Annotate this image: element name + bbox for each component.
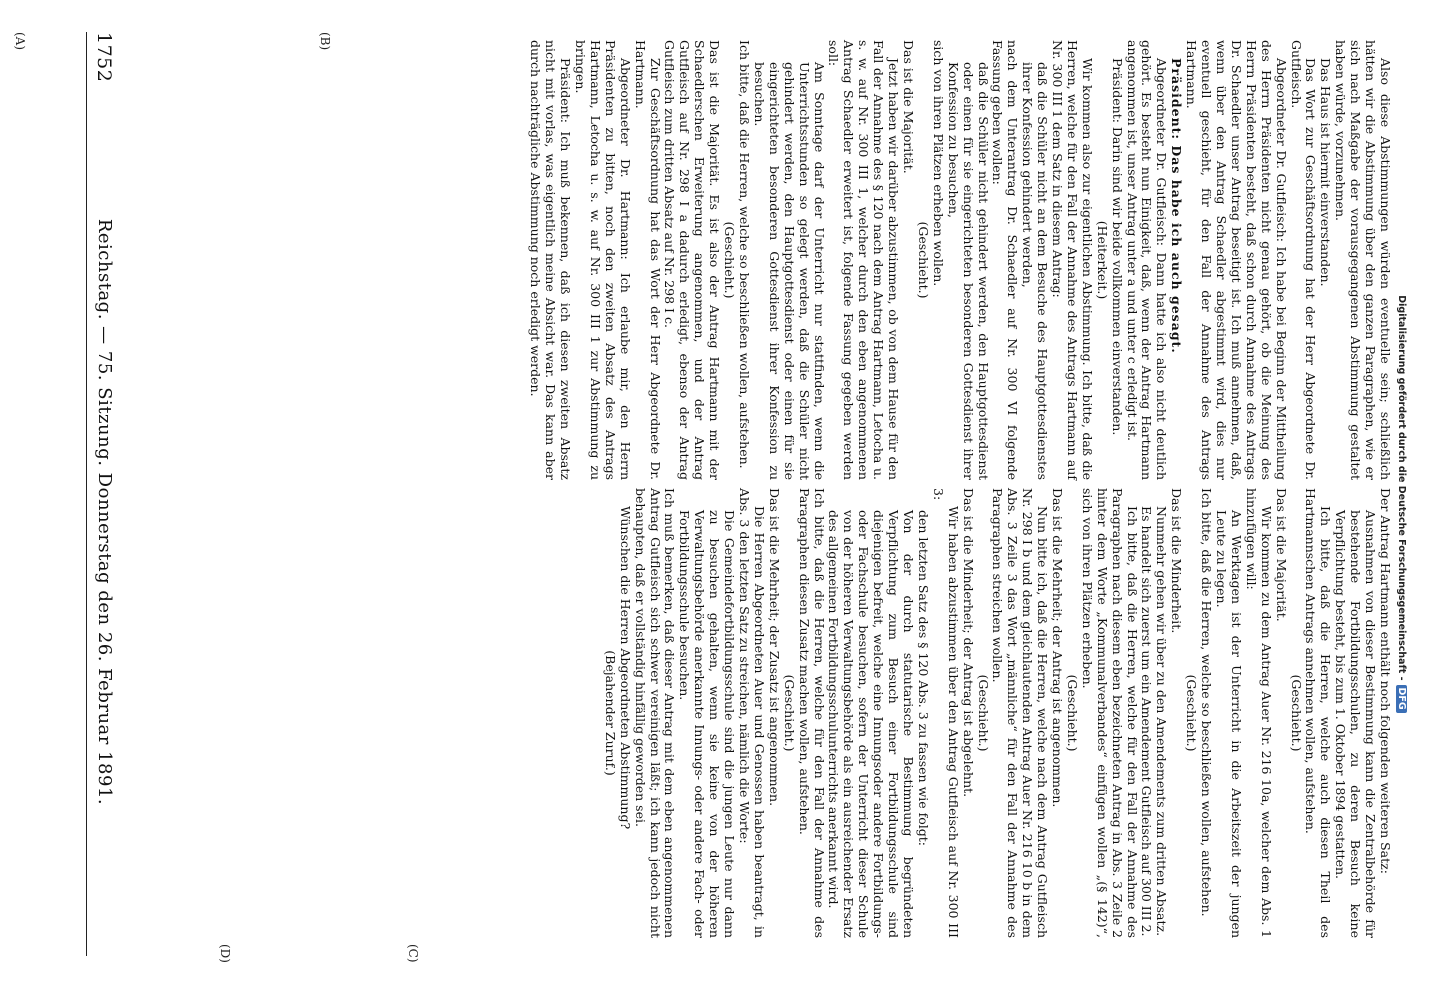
paragraph: Das Wort zur Geschäftsordnung hat der Herr Abgeordnete Dr. Gutfleisch. (1288, 40, 1319, 480)
paragraph: Das ist die Minderheit; der Antrag ist abgelehnt. (960, 488, 976, 798)
stage-direction: (Geschieht.) (722, 221, 738, 299)
paragraph: Der Antrag Hartmann enthält noch folgenden weiteren Satz: (1378, 488, 1393, 874)
paragraph: Die Herren Abgeordneten Auer und Genossen haben beantragt, in Abs. 3 den letzten Satz zu streichen, nämlich die Worte: (737, 488, 767, 938)
paragraph: Ich bitte, daß die Herren, welche auch diesen Theil des Hartmannschen Antrags annehmen wollen, aufstehen. (1303, 488, 1334, 938)
paragraph: Nun bitte ich, daß die Herren, welche nach dem Antrag Gutfleisch Nr. 298 I b und dem gleichlautenden Antrag Auer Nr. 216 10 b in dem Abs. 3 Zeile 3 das Wort „männliche“ für den Fall der Annahme des Paragraphen streichen wollen. (990, 488, 1051, 938)
stage-direction: (Bejahender Zuruf.) (602, 650, 618, 776)
stage-direction: (Geschieht.) (1064, 674, 1080, 752)
paragraph: Ich bitte, daß die Herren, welche für den Fall der Annahme des Paragraphen diesen Zusatz machen wollen, aufstehen. (796, 488, 827, 938)
paragraph: Nunmehr gehen wir über zu den Amendements zum dritten Absatz. (1154, 506, 1170, 937)
paragraph: Es handelt sich zuerst um ein Amendement Gutfleisch auf 300 III 2. (1139, 506, 1155, 937)
page-header (83, 32, 117, 956)
quoted-text: Ausnahmen von dieser Bestimmung kann die Zentralbehörde für bestehende Fortbildungsschulen, zu deren Besuch keine Verpflichtung besteht, bis zum 1. Oktober 1894 gestatten. (1333, 510, 1379, 938)
quoted-text: Von der durch statutarische Bestimmung begründeten Verpflichtung zum Besuch einer Fortbildungsschule sind diejenigen befreit, welche eine Innungsoder andere Fortbildungs- oder Fachschule besuchen, sofern der Unterricht dieser Schule von der höheren Verwaltungsbehörde als ein ausreichender Ersatz des allgemeinen Fortbildungsschulunterrichts anerkannt wird. (826, 510, 916, 938)
column-right (132, 488, 1392, 938)
dfg-logo: DFG (1396, 685, 1407, 713)
paragraph: Das ist die Majorität. Es ist also der Antrag Hartmann mit der Schaedlerschen Erweiterung angenommen, und der Antrag Gutfleisch auf Nr. 298 I a dadurch erledigt, ebenso der Antrag Gutfleisch zum dritten Absatz auf Nr. 298 I c. (662, 40, 723, 480)
paragraph: Das ist die Majorität. (901, 40, 916, 174)
paragraph: nach dem Unterantrag Dr. Schaedler auf Nr. 300 VI folgende Fassung geben wollen: (990, 40, 1021, 480)
president-remark: Präsident: Das habe ich auch gesagt. (1169, 58, 1185, 354)
quoted-text: daß die Schüler nicht gehindert werden, den Hauptgottesdienst oder einen für sie eingerichteten besonderen Gottesdienst ihrer Konfession zu besuchen, (945, 62, 991, 480)
margin-mark-a: (A) (13, 32, 27, 51)
paragraph: Zur Geschäftsordnung hat das Wort der Herr Abgeordnete Dr. Hartmann. (632, 40, 663, 480)
digitization-text: Digitalisierung gefördert durch die Deutsche Forschungsgemeinschaft - (1396, 295, 1407, 681)
speech: Abgeordneter Dr. Hartmann: Ich erlaube mir, den Herrn Präsidenten zu bitten, noch den zweiten Absatz des Antrags Hartmann, Letocha u. s. w. auf Nr. 300 III 1 zur Abstimmung zu bringen. (573, 40, 633, 480)
paragraph: Das ist die Mehrheit; der Zusatz ist angenommen. (766, 488, 782, 807)
paragraph: Jetzt haben wir darüber abzustimmen, ob von dem Hause für den Fall der Annahme des § 120 nach dem Antrag Hartmann, Letocha u. s. w. auf Nr. 300 III 1, welcher durch den eben angenommenen Antrag Schaedler erweitert ist, folgende Fassung gegeben werden soll: (826, 40, 902, 480)
paragraph: Ich bitte, daß die Herren, welche so beschließen wollen, aufstehen. (737, 40, 753, 469)
president-remark: Präsident: Darin sind wir beide vollkommen einverstanden. (1109, 58, 1125, 436)
speech: Abgeordneter Dr. Gutfleisch: Ich habe bei Beginn der Mittheilung des Herrn Präsidenten nicht genau gehört, ob die Meinung des Herrn Präsidenten besteht, daß schon durch Annahme des Antrags Dr. Schaedler unser Antrag beseitigt ist. Ich muß annehmen, daß, wenn über den Antrag Schaedler abgestimmt wird, dies nur eventuell geschieht, für den Fall der Annahme des Antrags Hartmann. (1184, 40, 1289, 480)
paragraph: Das ist die Majorität. (1273, 488, 1289, 622)
stage-direction: (Geschieht.) (975, 674, 991, 752)
stage-direction: (Geschieht.) (1288, 674, 1304, 752)
quoted-text: daß die Schüler nicht an dem Besuche des Hauptgottesdienstes ihrer Konfession gehindert werden, (1020, 62, 1051, 480)
paragraph: Also diese Abstimmungen würden eventuelle sein; schließlich hätten wir die Abstimmung über den ganzen Paragraphen, wie er sich nach Maßgabe der vorausgegangenen Abstimmung gestaltet haben würde, vorzunehmen. (1333, 40, 1393, 480)
header-rule (86, 32, 87, 956)
president-remark: Präsident: Ich muß bekennen, daß ich diesen zweiten Absatz nicht mit vorlas, was eigentlich meine Absicht war. Das kann aber durch nachträgliche Abstimmung noch erledigt werden. (528, 40, 574, 480)
paragraph: sich von ihren Plätzen erheben wollen. (930, 40, 946, 287)
quoted-text: An Werktagen ist der Unterricht in die Arbeitszeit der jungen Leute zu legen. (1214, 510, 1244, 938)
stage-direction: (Heiterkeit.) (1094, 220, 1110, 300)
paragraph: Das Haus ist hiermit einverstanden. (1318, 58, 1334, 287)
speech: Abgeordneter Dr. Gutfleisch: Dann hatte ich also nicht deutlich gehört. Es besteht nun Einigkeit, daß, wenn der Antrag Hartmann angenommen ist, unser Antrag unter a und unter c erledigt ist. (1124, 40, 1170, 480)
paragraph: Das ist die Minderheit. (1169, 488, 1185, 634)
margin-mark-c: (C) (406, 944, 420, 963)
paragraph: Ich bitte, daß die Herren, welche für den Fall der Annahme des Paragraphen nach diesem eben bezeichneten Antrag in Abs. 3 Zeile 2 hinter dem Worte „Kommunalverbandes“ einfügen wollen „(§ 142)“, sich von ihren Plätzen erheben. (1079, 488, 1140, 938)
page-number: 1752 (93, 32, 115, 83)
stage-direction: (Geschieht.) (1184, 674, 1200, 752)
paragraph: Wünschen die Herren Abgeordneten Abstimmung? (617, 506, 633, 830)
paragraph: Wir kommen zu dem Antrag Auer Nr. 216 10a, welcher dem Abs. 1 hinzufügen will: (1243, 488, 1274, 938)
stage-direction: (Geschieht.) (781, 674, 797, 752)
stage-direction: (Geschieht.) (915, 221, 931, 299)
paragraph: Das ist die Mehrheit; der Antrag ist angenommen. (1050, 488, 1066, 808)
paragraph: Ich muß bemerken, daß dieser Antrag mit dem eben angenommenen Antrag Gutfleisch sich schwer vereinigen läßt; ich kann jedoch nicht behaupten, daß er vollständig hinfällig geworden sei. (632, 488, 678, 938)
quoted-text: Am Sonntage darf der Unterricht nur stattfinden, wenn die Unterrichtsstunden so gelegt werden, daß die Schüler nicht gehindert werden, den Hauptgottesdienst oder einen für sie eingerichteten besonderen Gottesdienst ihrer Konfession zu besuchen. (751, 62, 827, 480)
paragraph: Wir kommen also zur eigentlichen Abstimmung. Ich bitte, daß die Herren, welche für den Fall der Annahme des Antrags Hartmann auf Nr. 300 III 1 dem Satz in diesem Antrag: (1050, 40, 1095, 480)
paragraph: Wir haben abzustimmen über den Antrag Gutfleisch auf Nr. 300 III 3: (930, 488, 961, 938)
quoted-text: den letzten Satz des § 120 Abs. 3 zu fassen wie folgt: (915, 510, 931, 847)
quoted-text: Die Gemeindefortbildungsschule sind die jungen Leute nur dann zu besuchen gehalten, wenn sie keine von der höheren Verwaltungsbehörde anerkannte Innungs- oder andere Fach- oder Fortbildungsschule besuchen. (677, 510, 738, 938)
digitization-credit (1396, 14, 1407, 994)
margin-mark-b: (B) (318, 32, 332, 51)
paragraph: Ich bitte, daß die Herren, welche so beschließen wollen, aufstehen. (1199, 488, 1215, 917)
running-title: Reichstag. — 75. Sitzung. Donnerstag den 26. Februar 1891. (94, 218, 115, 806)
margin-mark-d: (D) (218, 944, 232, 963)
column-left (132, 40, 1392, 480)
